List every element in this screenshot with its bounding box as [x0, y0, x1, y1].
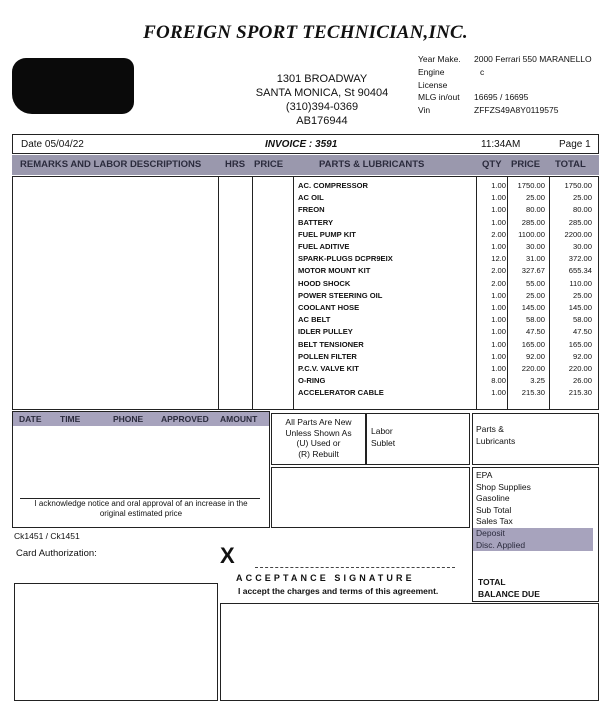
vehicle-label: License: [418, 79, 448, 90]
signature-x: X: [220, 543, 235, 568]
card-authorization: Card Authorization:: [16, 548, 97, 559]
item-price: 220.00: [521, 364, 545, 373]
item-total: 220.00: [568, 364, 592, 373]
item-description: AC BELT: [298, 315, 331, 325]
item-description: BELT TENSIONER: [298, 339, 364, 349]
item-total: 215.30: [568, 388, 592, 398]
address-id: AB176944: [296, 115, 348, 127]
item-total: 47.50: [572, 327, 592, 337]
item-total: 145.00: [568, 303, 592, 312]
item-description: SPARK-PLUGS DCPR9EIX: [298, 254, 393, 264]
notice-line: original estimated price: [99, 509, 183, 518]
table-row: [0, 180, 611, 192]
item-qty: 1.00: [491, 364, 506, 373]
address-line: 1301 BROADWAY: [276, 73, 368, 85]
item-total: 58.00: [572, 315, 592, 325]
item-qty: 8.00: [491, 376, 506, 386]
col-parts: PARTS & LUBRICANTS: [319, 159, 425, 170]
col-hrs: HRS: [225, 159, 246, 170]
column-header-bar: [12, 155, 599, 175]
shop-address: [232, 72, 412, 128]
item-price: 145.00: [521, 303, 545, 312]
item-qty: 1.00: [491, 315, 506, 325]
item-total: 165.00: [568, 339, 592, 349]
table-row: [0, 229, 611, 241]
item-total: 26.00: [572, 376, 592, 386]
item-qty: 1.00: [491, 303, 506, 312]
summary-lines: [476, 470, 531, 528]
item-total: 655.34: [568, 266, 592, 276]
deposit-block: [473, 528, 593, 551]
item-description: MOTOR MOUNT KIT: [298, 266, 371, 276]
item-price: 47.50: [525, 327, 545, 337]
item-description: AC OIL: [298, 193, 324, 203]
total-label: TOTAL: [478, 577, 506, 587]
table-row: [0, 265, 611, 277]
item-description: P.C.V. VALVE KIT: [298, 364, 359, 373]
col-remarks: REMARKS AND LABOR DESCRIPTIONS: [20, 159, 202, 170]
parts-note-line: (R) Rebuilt: [298, 448, 339, 459]
item-price: 327.67: [521, 266, 545, 276]
vehicle-info: [418, 53, 592, 117]
item-qty: 1.00: [491, 193, 506, 203]
vehicle-label: Vin: [418, 105, 431, 116]
summary-parts-box: [472, 413, 599, 465]
item-price: 30.00: [525, 242, 545, 251]
item-description: AC. COMPRESSOR: [298, 181, 369, 190]
invoice-date: Date 05/04/22: [21, 139, 84, 150]
invoice-page: Page 1: [559, 139, 591, 150]
item-qty: 1.00: [491, 242, 506, 251]
parts-note-line: (U) Used or: [296, 438, 341, 448]
item-price: 80.00: [525, 205, 545, 215]
col-unit-price: PRICE: [511, 159, 541, 170]
item-description: POLLEN FILTER: [298, 351, 357, 361]
item-description: FREON: [298, 205, 325, 215]
address-line: SANTA MONICA, St 90404: [255, 87, 389, 99]
redaction-block: [12, 58, 134, 114]
item-qty: 1.00: [491, 327, 506, 337]
col-qty: QTY: [482, 159, 502, 170]
notes-bottom-box: [220, 603, 599, 701]
disc-label: Disc. Applied: [476, 539, 526, 550]
invoice-header: [12, 134, 599, 154]
approval-approved: APPROVED: [161, 414, 209, 424]
table-row: [0, 241, 611, 253]
item-price: 1100.00: [518, 229, 545, 239]
approval-date: DATE: [19, 414, 42, 424]
labor-label: Labor: [371, 426, 393, 436]
item-total: 372.00: [568, 254, 592, 264]
item-qty: 2.00: [491, 266, 506, 276]
invoice-number: INVOICE : 3591: [265, 139, 338, 150]
approval-notice: [12, 499, 270, 519]
item-price: 215.30: [521, 388, 545, 398]
parts-note-line: All Parts Are New: [285, 417, 352, 427]
summary-parts-line: Lubricants: [476, 435, 516, 446]
col-total: TOTAL: [555, 159, 586, 170]
item-total: 92.00: [572, 351, 592, 361]
item-description: FUEL PUMP KIT: [298, 229, 356, 239]
item-total: 110.00: [569, 278, 592, 288]
table-row: [0, 204, 611, 216]
summary-line: Shop Supplies: [476, 481, 531, 492]
table-row: [0, 375, 611, 387]
item-qty: 1.00: [491, 388, 506, 398]
table-row: [0, 217, 611, 229]
col-price: PRICE: [254, 159, 284, 170]
item-total: 80.00: [572, 205, 592, 215]
vehicle-value: c: [480, 66, 485, 77]
vehicle-label: MLG in/out: [418, 92, 460, 103]
check-numbers: Ck1451 / Ck1451: [14, 531, 80, 541]
item-qty: 1.00: [491, 351, 506, 361]
item-description: O-RING: [298, 376, 326, 386]
acceptance-title: ACCEPTANCE SIGNATURE: [236, 573, 415, 583]
item-price: 25.00: [525, 193, 545, 203]
summary-line: Sales Tax: [476, 516, 513, 526]
balance-label: BALANCE DUE: [478, 588, 540, 599]
item-price: 165.00: [521, 339, 545, 349]
table-row: [0, 314, 611, 326]
item-price: 285.00: [521, 217, 545, 227]
item-price: 55.00: [525, 278, 545, 288]
summary-line: Sub Total: [476, 504, 512, 515]
item-qty: 1.00: [491, 217, 506, 227]
item-price: 31.00: [525, 254, 545, 264]
approval-time: TIME: [60, 414, 81, 424]
item-description: HOOD SHOCK: [298, 278, 351, 288]
item-price: 3.25: [530, 376, 545, 386]
table-row: [0, 326, 611, 338]
item-description: IDLER PULLEY: [298, 327, 353, 337]
signature-line[interactable]: [255, 567, 455, 568]
item-description: COOLANT HOSE: [298, 303, 360, 312]
item-price: 25.00: [525, 290, 545, 300]
card-auth-box: [14, 583, 218, 701]
item-description: BATTERY: [298, 217, 334, 227]
item-description: ACCELERATOR CABLE: [298, 388, 384, 398]
table-row: [0, 278, 611, 290]
labor-sublet-box: [366, 413, 470, 465]
item-qty: 1.00: [491, 339, 506, 349]
summary-line: EPA: [476, 470, 493, 480]
table-row: [0, 351, 611, 363]
table-row: [0, 339, 611, 351]
vehicle-label: Year Make.: [418, 54, 461, 64]
approval-header: [13, 412, 269, 426]
notice-line: I acknowledge notice and oral approval of an increase in the: [34, 499, 248, 508]
vehicle-label: Engine: [418, 66, 445, 77]
item-total: 1750.00: [564, 181, 592, 190]
invoice-time: 11:34AM: [481, 139, 521, 150]
summary-parts: [476, 424, 515, 447]
item-qty: 1.00: [491, 205, 506, 215]
address-phone: (310)394-0369: [285, 101, 359, 113]
deposit-label: Deposit: [476, 528, 505, 538]
table-row: [0, 363, 611, 375]
item-price: 92.00: [525, 351, 545, 361]
vehicle-value: 2000 Ferrari 550 MARANELLO: [474, 54, 592, 64]
vehicle-value: 16695 / 16695: [474, 92, 529, 103]
approval-phone: PHONE: [113, 414, 144, 424]
summary-line: Gasoline: [476, 493, 510, 503]
item-total: 30.00: [572, 242, 592, 251]
notes-box: [271, 467, 470, 528]
approval-amount: AMOUNT: [220, 414, 258, 424]
table-row: [0, 253, 611, 265]
table-row: [0, 192, 611, 204]
item-price: 1750.00: [517, 181, 545, 190]
item-total: 25.00: [572, 290, 592, 300]
item-total: 25.00: [572, 193, 592, 203]
company-name: FOREIGN SPORT TECHNICIAN,INC.: [143, 22, 468, 43]
item-price: 58.00: [525, 315, 545, 325]
acceptance-terms: I accept the charges and terms of this agreement.: [238, 586, 439, 596]
summary-box: [472, 467, 599, 602]
item-qty: 1.00: [491, 290, 506, 300]
item-qty: 12.0: [491, 254, 506, 264]
table-row: [0, 387, 611, 399]
item-qty: 2.00: [491, 278, 506, 288]
total-block: [478, 577, 540, 600]
sublet-label: Sublet: [371, 438, 396, 448]
summary-parts-line: Parts &: [476, 424, 504, 434]
table-row: [0, 302, 611, 314]
item-total: 2200.00: [564, 229, 592, 239]
item-total: 285.00: [568, 217, 592, 227]
table-row: [0, 290, 611, 302]
item-qty: 1.00: [491, 181, 506, 190]
parts-note: [271, 413, 366, 465]
item-qty: 2.00: [491, 229, 506, 239]
item-description: POWER STEERING OIL: [298, 290, 383, 300]
item-description: FUEL ADITIVE: [298, 242, 350, 251]
vehicle-value: ZFFZS49A8Y0119575: [474, 105, 559, 116]
parts-note-line: Unless Shown As: [285, 427, 352, 438]
